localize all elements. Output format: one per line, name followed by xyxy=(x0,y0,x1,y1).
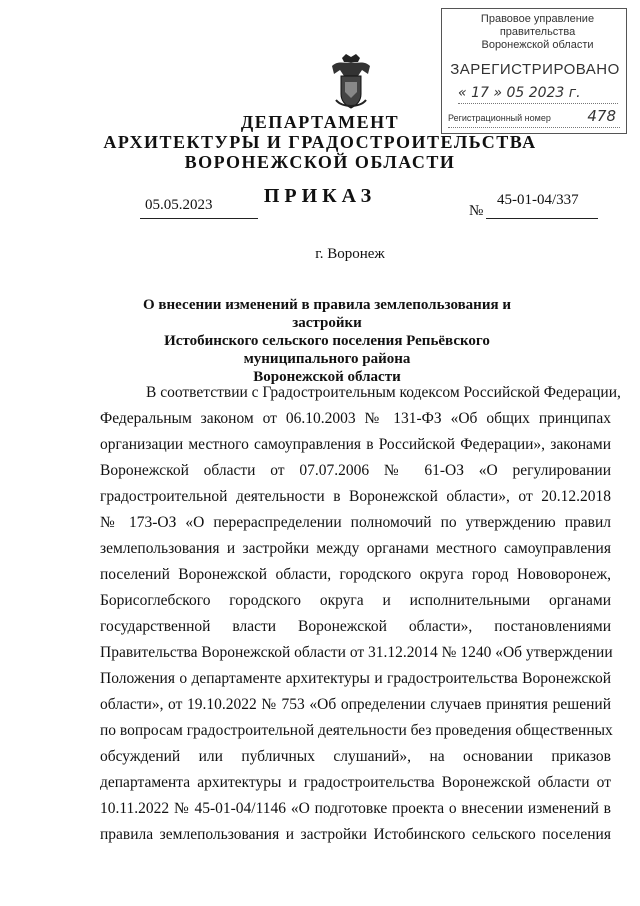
body-line: Борисоглебского городского округа и исполнительными органами xyxy=(100,592,611,609)
department-line1: ДЕПАРТАМЕНТ xyxy=(240,112,400,132)
body-line: Положения о департаменте архитектуры и градостроительства Воронежской xyxy=(100,670,611,687)
body-line: правила землепользования и застройки Истобинского сельского поселения xyxy=(100,826,611,843)
subject-line1: О внесении изменений в правила землепользования и застройки xyxy=(143,297,511,331)
body-line: по вопросам градостроительной деятельности без проведения общественных xyxy=(100,722,613,739)
order-body xyxy=(100,380,621,848)
body-line: организации местного самоуправления в Российской Федерации», законами xyxy=(100,436,611,453)
body-line: Воронежской области от 07.07.2006 № 61-ОЗ «О регулировании xyxy=(100,462,611,479)
order-number-underline xyxy=(486,218,598,219)
body-line: градостроительной деятельности в Воронежской области», от 20.12.2018 xyxy=(100,488,611,505)
department-header xyxy=(0,112,640,172)
body-line: обсуждений или публичных слушаний», на основании приказов xyxy=(100,748,611,765)
subject-line2: Истобинского сельского поселения Репьёвского муниципального района xyxy=(164,333,490,367)
order-date-underline xyxy=(140,218,258,219)
stamp-registered-label: ЗАРЕГИСТРИРОВАНО xyxy=(450,61,620,78)
body-line: В соответствии с Градостроительным кодексом Российской Федерации, xyxy=(146,384,621,401)
department-line2: АРХИТЕКТУРЫ И ГРАДОСТРОИТЕЛЬСТВА xyxy=(103,132,537,152)
stamp-date-underline xyxy=(458,103,618,104)
order-title: ПРИКАЗ xyxy=(263,185,377,207)
body-line: землепользования и застройки между органами местного самоуправления xyxy=(100,540,611,557)
body-line: департамента архитектуры и градостроительства Воронежской области от xyxy=(100,774,611,791)
subject-line3: Воронежской области xyxy=(253,369,401,385)
body-line: государственной власти Воронежской области», постановлениями xyxy=(100,618,611,635)
body-line: Правительства Воронежской области от 31.12.2014 № 1240 «Об утверждении xyxy=(100,644,613,661)
stamp-organization xyxy=(450,13,625,52)
stamp-org-line1: Правовое управление правительства xyxy=(480,13,595,38)
stamp-org-line2: Воронежской области xyxy=(481,39,594,51)
order-date: 05.05.2023 xyxy=(145,197,213,213)
department-line3: ВОРОНЕЖСКОЙ ОБЛАСТИ xyxy=(184,152,456,172)
body-line: Федеральным законом от 06.10.2003 № 131-ФЗ «Об общих принципах xyxy=(100,410,611,427)
body-line: области», от 19.10.2022 № 753 «Об определении случаев принятия решений xyxy=(100,696,611,713)
order-city: г. Воронеж xyxy=(315,246,385,262)
body-line: 10.11.2022 № 45-01-04/1146 «О подготовке проекта о внесении изменений в xyxy=(100,800,611,817)
order-number: 45-01-04/337 xyxy=(497,192,579,208)
stamp-reg-label: Регистрационный номер xyxy=(448,113,551,123)
body-line: № 173-ОЗ «О перераспределении полномочий по утверждению правил xyxy=(100,514,611,531)
stamp-date xyxy=(458,85,618,101)
order-number-sign: № xyxy=(469,203,484,219)
order-subject xyxy=(118,296,536,386)
stamp-date-text: « 17 » 05 2023 г. xyxy=(458,85,581,101)
body-line: поселений Воронежской области, городского округа город Нововоронеж, xyxy=(100,566,611,583)
coat-of-arms-icon xyxy=(328,52,374,112)
stamp-reg-number: 478 xyxy=(587,107,616,125)
